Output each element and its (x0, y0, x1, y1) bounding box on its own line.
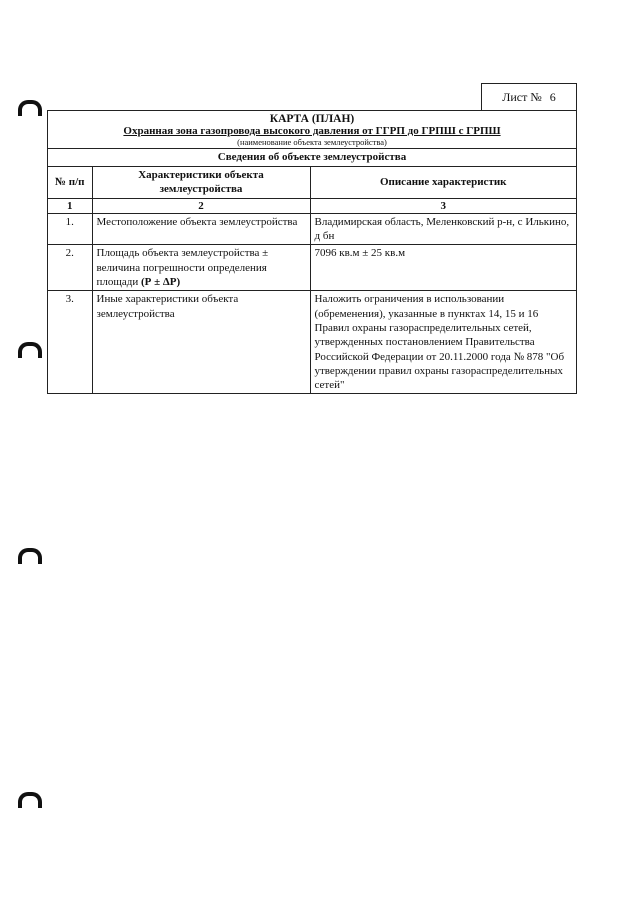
column-header-description: Описание характеристик (310, 167, 576, 199)
column-header-characteristic: Характеристики объекта землеустройства (92, 167, 310, 199)
object-name-caption: (наименование объекта землеустройства) (237, 137, 387, 147)
binder-punch-mark (18, 342, 42, 358)
column-number: 3 (310, 198, 576, 213)
column-number-row (48, 198, 576, 213)
row-characteristic: Местоположение объекта землеустройства (92, 213, 310, 245)
table-row (48, 291, 576, 394)
column-number: 1 (48, 198, 92, 213)
sheet-number-box (481, 83, 577, 111)
area-formula: (Р ± ΔР) (140, 276, 181, 289)
table-row (48, 213, 576, 245)
sheet-label: Лист № (502, 90, 542, 104)
row-number: 2. (48, 245, 92, 291)
binder-punch-mark (18, 792, 42, 808)
row-number: 3. (48, 291, 92, 394)
table-row (48, 245, 576, 291)
row-number: 1. (48, 213, 92, 245)
column-header-number: № п/п (48, 167, 92, 199)
binder-punch-mark (18, 548, 42, 564)
row-description: Наложить ограничения в использовании (обременения), указанные в пунктах 14, 15 и 16 Правил охраны газораспределительных сетей, утвержденных постановлением Правительства Российской Федерации от 20.11.2000 года № 878 "Об утверждении правил охраны газораспределительных сетей" (310, 291, 576, 394)
row-characteristic: Иные характеристики объекта землеустройства (92, 291, 310, 394)
row-description: 7096 кв.м ± 25 кв.м (310, 245, 576, 291)
section-title: Сведения об объекте землеустройства (48, 148, 576, 166)
table-header-row (48, 167, 576, 199)
characteristics-table (48, 166, 576, 393)
binder-punch-mark (18, 100, 42, 116)
card-title: КАРТА (ПЛАН) (269, 113, 355, 125)
sheet-number: 6 (549, 90, 556, 104)
object-name: Охранная зона газопровода высокого давления от ГГРП до ГРПШ с ГРПШ (123, 125, 501, 137)
row-characteristic-cell (92, 245, 310, 291)
column-number: 2 (92, 198, 310, 213)
row-description: Владимирская область, Меленковский р-н, с Илькино, д бн (310, 213, 576, 245)
land-survey-card (47, 110, 577, 394)
card-header (48, 111, 576, 148)
row-characteristic: Площадь объекта землеустройства ± величина погрешности определения площади (96, 247, 269, 289)
